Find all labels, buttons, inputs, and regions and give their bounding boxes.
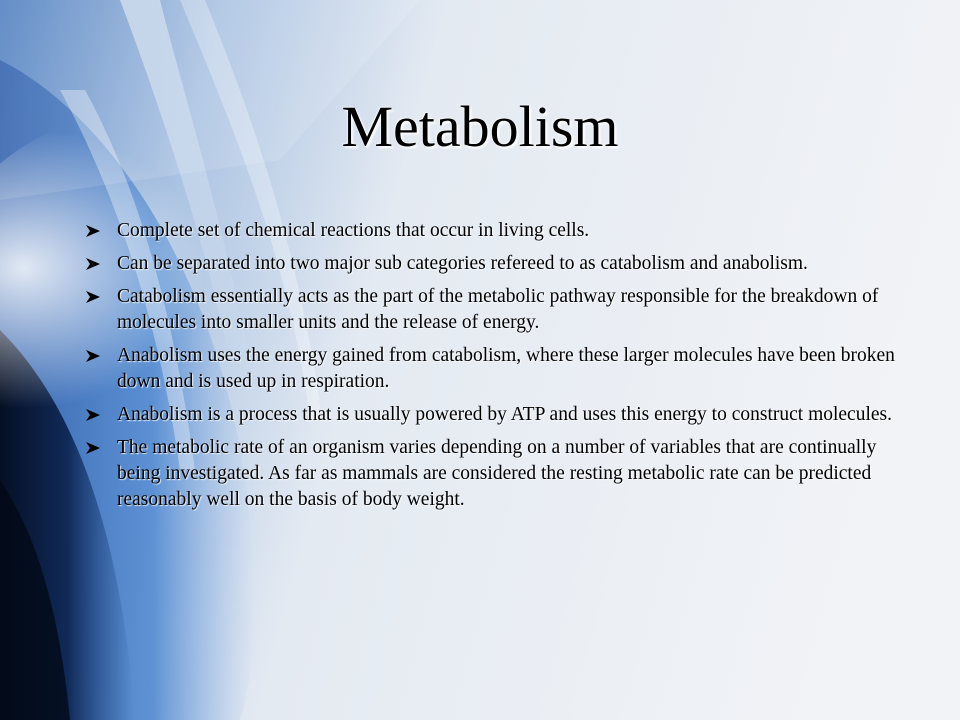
slide-title: Metabolism [341,94,619,159]
bullet-text: Complete set of chemical reactions that occur in living cells. [117,220,590,241]
list-item [85,218,900,244]
bullet-text: The metabolic rate of an organism varies depending on a number of variables that are continually being investigated. As far as mammals are considered the resting metabolic rate can be predicted reasonably well on the basis of body weight. [117,437,877,510]
arrowhead-bullet-icon [85,224,101,238]
list-item [85,284,900,336]
bullet-text: Anabolism uses the energy gained from catabolism, where these larger molecules have been broken down and is used up in respiration. [117,345,895,392]
bullet-text: Anabolism is a process that is usually powered by ATP and uses this energy to construct molecules. [117,404,893,425]
list-item [85,343,900,395]
arrowhead-bullet-icon [85,290,101,304]
arrowhead-bullet-icon [85,349,101,363]
arrowhead-bullet-icon [85,257,101,271]
bullet-text: Catabolism essentially acts as the part of the metabolic pathway responsible for the breakdown of molecules into smaller units and the release of energy. [117,286,879,333]
arrowhead-bullet-icon [85,408,101,422]
bullet-list [85,218,900,520]
bullet-text: Can be separated into two major sub categories refereed to as catabolism and anabolism. [117,253,808,274]
list-item [85,251,900,277]
arrowhead-bullet-icon [85,441,101,455]
list-item [85,435,900,513]
list-item [85,402,900,428]
